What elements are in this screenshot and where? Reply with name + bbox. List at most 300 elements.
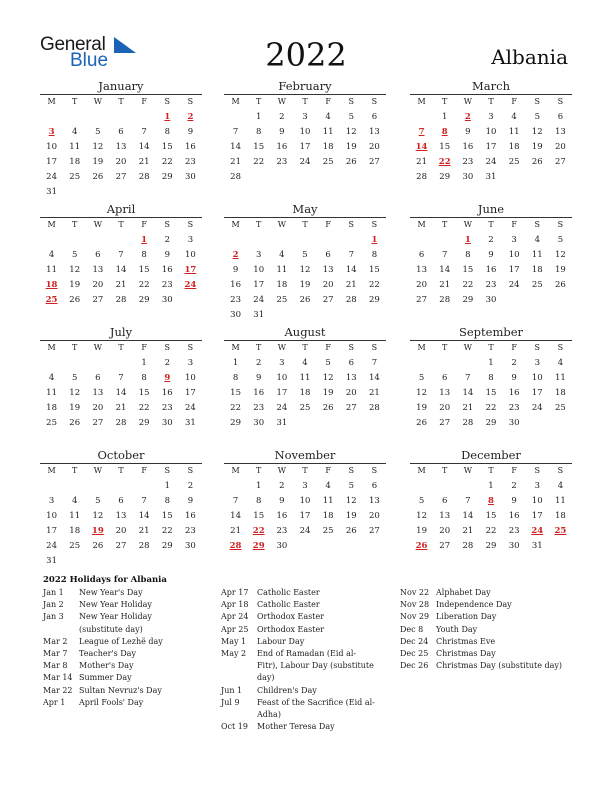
week-row — [40, 554, 202, 569]
day-cell: 7 — [141, 496, 147, 506]
day-cell: 20 — [92, 403, 104, 413]
day-cell: 11 — [46, 388, 57, 398]
holiday-date: Oct 19 — [221, 722, 248, 732]
day-cell: 8 — [488, 373, 494, 383]
day-cell: 1 — [442, 112, 448, 122]
week-row — [410, 248, 572, 263]
day-cell: 28 — [416, 172, 427, 182]
day-cell: 16 — [230, 280, 241, 290]
day-cell: 2 — [279, 481, 285, 491]
day-cell: 29 — [485, 418, 497, 428]
weekday-header: M — [231, 343, 240, 352]
day-cell: 19 — [555, 265, 566, 275]
day-cell: 23 — [230, 295, 241, 305]
week-row — [224, 386, 386, 401]
day-cell: 31 — [485, 172, 497, 182]
holiday-day-cell: 24 — [531, 526, 544, 536]
week-row — [224, 110, 386, 125]
weekday-header: W — [463, 97, 472, 106]
day-cell: 3 — [488, 112, 494, 122]
day-cell: 3 — [534, 358, 540, 368]
empty-day-cell — [340, 539, 363, 554]
day-cell: 5 — [72, 250, 78, 260]
empty-day-cell — [363, 170, 386, 185]
week-row — [224, 524, 386, 539]
day-cell: 4 — [511, 112, 517, 122]
day-cell: 7 — [118, 373, 124, 383]
holiday-day-cell: 25 — [45, 295, 58, 305]
empty-day-cell — [363, 416, 386, 431]
weekday-header: M — [231, 97, 240, 106]
empty-day-cell — [317, 539, 340, 554]
weekday-header-row — [410, 95, 572, 108]
day-cell: 9 — [232, 265, 239, 275]
day-cell: 10 — [253, 265, 265, 275]
weekday-header: W — [463, 343, 472, 352]
holiday-day-cell: 8 — [488, 496, 494, 506]
week-row — [40, 263, 202, 278]
empty-day-cell — [549, 170, 572, 185]
weekday-header: M — [47, 220, 56, 229]
day-cell: 8 — [256, 496, 262, 506]
day-cell: 15 — [485, 388, 497, 398]
weekday-header: S — [187, 343, 194, 352]
day-cell: 24 — [531, 403, 543, 413]
day-cell: 2 — [488, 235, 494, 245]
day-cell: 11 — [276, 265, 288, 275]
day-cell: 17 — [531, 388, 543, 398]
weekday-header: M — [231, 466, 240, 475]
day-cell: 3 — [279, 358, 285, 368]
day-cell: 18 — [69, 526, 81, 536]
week-row — [410, 263, 572, 278]
day-cell: 2 — [256, 358, 262, 368]
day-cell: 4 — [534, 235, 540, 245]
holiday-day-cell: 9 — [164, 373, 171, 383]
day-cell: 20 — [115, 157, 127, 167]
week-row — [40, 356, 202, 371]
week-row — [224, 479, 386, 494]
week-row — [224, 308, 386, 323]
day-cell: 10 — [46, 142, 57, 152]
day-cell: 4 — [325, 481, 331, 491]
day-cell: 17 — [485, 142, 497, 152]
empty-day-cell — [133, 185, 156, 200]
day-cell: 17 — [276, 388, 288, 398]
empty-day-cell — [456, 356, 479, 371]
day-cell: 21 — [138, 157, 150, 167]
day-cell: 1 — [256, 112, 262, 122]
holiday-day-cell: 22 — [438, 157, 451, 167]
calendar-year-title: 2022 — [265, 36, 347, 74]
day-cell: 4 — [48, 373, 55, 383]
day-cell: 7 — [232, 127, 239, 137]
day-cell: 24 — [46, 541, 57, 551]
week-row — [410, 401, 572, 416]
weekday-header: T — [72, 343, 78, 352]
day-cell: 7 — [232, 496, 239, 506]
month-august — [224, 325, 386, 431]
holiday-entry — [221, 587, 376, 599]
day-cell: 20 — [555, 142, 566, 152]
day-cell: 26 — [555, 280, 566, 290]
day-cell: 19 — [416, 403, 427, 413]
month-september — [410, 325, 572, 431]
empty-day-cell — [293, 233, 316, 248]
empty-day-cell — [270, 308, 293, 323]
week-row — [40, 479, 202, 494]
weekday-header: S — [534, 220, 541, 229]
day-cell: 6 — [348, 358, 354, 368]
day-cell: 12 — [345, 496, 357, 506]
day-cell: 24 — [508, 280, 520, 290]
day-cell: 19 — [69, 403, 81, 413]
week-row — [410, 524, 572, 539]
empty-day-cell — [317, 233, 340, 248]
week-row — [40, 401, 202, 416]
day-cell: 31 — [46, 556, 57, 566]
day-cell: 11 — [299, 373, 311, 383]
day-cell: 14 — [230, 511, 241, 521]
day-cell: 4 — [72, 496, 78, 506]
holiday-column — [400, 587, 570, 672]
weekday-header: S — [534, 97, 541, 106]
day-cell: 7 — [465, 373, 471, 383]
day-cell: 22 — [161, 526, 173, 536]
day-cell: 12 — [299, 265, 311, 275]
holiday-name: Alphabet Day — [436, 588, 491, 597]
month-october — [40, 448, 202, 569]
week-row — [224, 416, 386, 431]
holiday-date: Nov 22 — [400, 588, 430, 597]
empty-day-cell — [293, 308, 316, 323]
holiday-name: New Year Holiday — [79, 600, 152, 610]
empty-day-cell — [456, 479, 479, 494]
empty-day-cell — [179, 293, 202, 308]
holiday-date: Jun 1 — [221, 685, 243, 695]
day-cell: 23 — [508, 403, 520, 413]
day-cell: 25 — [46, 418, 57, 428]
holiday-entry — [400, 648, 570, 660]
weekday-header: F — [511, 466, 517, 475]
day-cell: 3 — [48, 496, 55, 506]
weekday-header: S — [371, 343, 378, 352]
day-cell: 26 — [322, 403, 334, 413]
week-row — [410, 509, 572, 524]
weekday-header: S — [348, 220, 355, 229]
day-cell: 29 — [138, 418, 150, 428]
day-cell: 18 — [531, 265, 543, 275]
day-cell: 28 — [345, 295, 357, 305]
weekday-header-row — [40, 341, 202, 354]
day-cell: 10 — [508, 250, 520, 260]
day-cell: 25 — [69, 541, 81, 551]
weekday-header: S — [164, 466, 171, 475]
holiday-name: End of Ramadan (Eid al-Fitr), Labour Day (substitute day) — [257, 649, 374, 683]
holiday-day-cell: 2 — [464, 112, 471, 122]
day-cell: 23 — [253, 403, 265, 413]
weekday-header: S — [164, 97, 171, 106]
day-cell: 14 — [369, 373, 380, 383]
day-cell: 15 — [439, 142, 451, 152]
day-cell: 11 — [322, 496, 334, 506]
holiday-day-cell: 3 — [48, 127, 55, 137]
month-title: November — [274, 448, 336, 462]
day-cell: 18 — [276, 280, 288, 290]
day-cell: 20 — [439, 526, 451, 536]
weekday-header: S — [557, 220, 564, 229]
empty-day-cell — [133, 110, 156, 125]
holiday-date: Dec 26 — [400, 661, 429, 671]
weekday-header: T — [118, 220, 124, 229]
day-cell: 13 — [115, 142, 127, 152]
empty-day-cell — [410, 110, 433, 125]
day-cell: 15 — [485, 511, 497, 521]
day-cell: 22 — [138, 403, 150, 413]
day-cell: 18 — [508, 142, 520, 152]
day-cell: 17 — [299, 142, 311, 152]
weekday-header: S — [348, 97, 355, 106]
day-cell: 4 — [557, 358, 564, 368]
day-cell: 24 — [253, 295, 265, 305]
day-cell: 6 — [557, 112, 564, 122]
day-cell: 6 — [442, 496, 448, 506]
day-cell: 23 — [185, 526, 196, 536]
weekday-header: F — [511, 97, 517, 106]
holiday-date: Apr 24 — [221, 612, 249, 622]
day-cell: 2 — [511, 481, 517, 491]
day-cell: 26 — [345, 526, 357, 536]
day-cell: 5 — [325, 358, 331, 368]
empty-day-cell — [363, 308, 386, 323]
holiday-day-cell: 29 — [252, 541, 265, 551]
weekday-header: S — [534, 466, 541, 475]
week-row — [410, 494, 572, 509]
day-cell: 4 — [302, 358, 308, 368]
day-cell: 18 — [69, 157, 81, 167]
week-row — [410, 386, 572, 401]
day-cell: 16 — [462, 142, 474, 152]
weekday-header: W — [463, 466, 472, 475]
empty-day-cell — [270, 233, 293, 248]
day-cell: 7 — [465, 496, 471, 506]
weekday-header: T — [72, 97, 78, 106]
day-cell: 14 — [345, 265, 357, 275]
day-cell: 23 — [485, 280, 497, 290]
day-cell: 15 — [161, 142, 173, 152]
weekday-header: W — [277, 466, 286, 475]
day-cell: 10 — [485, 127, 497, 137]
holiday-date: Apr 1 — [43, 697, 66, 707]
day-cell: 8 — [141, 373, 147, 383]
empty-day-cell — [503, 170, 526, 185]
holiday-name: Mother's Day — [79, 661, 134, 671]
week-row — [224, 155, 386, 170]
day-cell: 22 — [161, 157, 173, 167]
day-cell: 25 — [276, 295, 288, 305]
weekday-header: F — [141, 97, 147, 106]
weekday-header: S — [187, 97, 194, 106]
empty-day-cell — [549, 539, 572, 554]
holiday-entry — [400, 587, 570, 599]
holiday-date: Mar 22 — [43, 685, 73, 695]
day-cell: 28 — [138, 172, 150, 182]
day-cell: 23 — [508, 526, 520, 536]
empty-day-cell — [410, 233, 433, 248]
holiday-day-cell: 22 — [252, 526, 265, 536]
day-cell: 5 — [418, 373, 425, 383]
day-cell: 2 — [164, 235, 170, 245]
day-cell: 29 — [161, 541, 173, 551]
day-cell: 11 — [322, 127, 334, 137]
day-cell: 16 — [161, 388, 173, 398]
day-cell: 5 — [348, 112, 354, 122]
week-row — [224, 509, 386, 524]
day-cell: 21 — [439, 280, 451, 290]
day-cell: 6 — [95, 250, 101, 260]
week-row — [224, 248, 386, 263]
day-cell: 28 — [462, 418, 474, 428]
month-july — [40, 325, 202, 431]
week-row — [224, 170, 386, 185]
weekday-header: S — [371, 220, 378, 229]
empty-day-cell — [63, 110, 86, 125]
weekday-header: S — [164, 343, 171, 352]
day-cell: 12 — [531, 127, 543, 137]
holiday-day-cell: 1 — [464, 235, 471, 245]
weekday-header-row — [410, 341, 572, 354]
empty-day-cell — [317, 308, 340, 323]
day-cell: 26 — [69, 295, 81, 305]
week-row — [410, 293, 572, 308]
empty-day-cell — [433, 356, 456, 371]
week-row — [40, 293, 202, 308]
day-cell: 9 — [256, 373, 262, 383]
day-cell: 21 — [230, 526, 241, 536]
day-cell: 4 — [48, 250, 55, 260]
week-row — [40, 386, 202, 401]
day-cell: 28 — [230, 172, 241, 182]
day-cell: 8 — [232, 373, 239, 383]
day-cell: 16 — [485, 265, 497, 275]
day-cell: 1 — [256, 481, 262, 491]
week-row — [224, 494, 386, 509]
weekday-header: T — [118, 343, 124, 352]
week-row — [410, 110, 572, 125]
weekday-header: S — [164, 220, 171, 229]
weekday-header: T — [302, 343, 308, 352]
weekday-header-row — [224, 218, 386, 231]
day-cell: 6 — [418, 250, 425, 260]
day-cell: 20 — [369, 511, 380, 521]
weekday-header: F — [141, 466, 147, 475]
day-cell: 15 — [369, 265, 380, 275]
day-cell: 13 — [322, 265, 334, 275]
weekday-header: M — [417, 220, 426, 229]
weekday-header: T — [488, 97, 494, 106]
month-may — [224, 202, 386, 323]
holiday-date: Jan 1 — [43, 588, 64, 597]
empty-day-cell — [156, 554, 179, 569]
day-cell: 27 — [92, 295, 104, 305]
day-cell: 4 — [557, 481, 564, 491]
day-cell: 29 — [439, 172, 451, 182]
month-march — [410, 79, 572, 185]
empty-day-cell — [133, 479, 156, 494]
weekday-header-row — [410, 464, 572, 477]
day-cell: 20 — [322, 280, 334, 290]
day-cell: 14 — [115, 388, 127, 398]
day-cell: 23 — [185, 157, 196, 167]
empty-day-cell — [410, 479, 433, 494]
empty-day-cell — [410, 356, 433, 371]
day-cell: 2 — [511, 358, 517, 368]
empty-day-cell — [317, 416, 340, 431]
empty-day-cell — [86, 479, 109, 494]
empty-day-cell — [363, 539, 386, 554]
holiday-name: Sultan Nevruz's Day — [79, 685, 162, 695]
weekday-header: S — [557, 97, 564, 106]
day-cell: 17 — [299, 511, 311, 521]
empty-day-cell — [549, 416, 572, 431]
holiday-date: Mar 7 — [43, 649, 68, 659]
holiday-day-cell: 25 — [554, 526, 567, 536]
day-cell: 5 — [72, 373, 78, 383]
day-cell: 28 — [138, 541, 150, 551]
weekday-header: S — [534, 343, 541, 352]
weekday-header: F — [511, 343, 517, 352]
month-april — [40, 202, 202, 308]
month-december — [410, 448, 572, 554]
day-cell: 6 — [95, 373, 101, 383]
weekday-header: W — [93, 466, 102, 475]
holiday-name: Catholic Easter — [257, 600, 320, 610]
week-row — [410, 479, 572, 494]
day-cell: 27 — [416, 295, 427, 305]
holiday-day-cell: 2 — [187, 112, 194, 122]
week-row — [40, 110, 202, 125]
week-row — [40, 155, 202, 170]
month-title: March — [472, 79, 510, 93]
week-row — [410, 170, 572, 185]
day-cell: 15 — [230, 388, 241, 398]
logo-word-general: General — [40, 34, 106, 55]
empty-day-cell — [40, 233, 63, 248]
empty-day-cell — [526, 416, 549, 431]
day-cell: 29 — [138, 295, 150, 305]
week-row — [224, 278, 386, 293]
day-cell: 28 — [462, 541, 474, 551]
day-cell: 25 — [555, 403, 566, 413]
weekday-header: T — [256, 97, 262, 106]
weekday-header: T — [302, 466, 308, 475]
day-cell: 8 — [371, 250, 378, 260]
weekday-header: T — [256, 343, 262, 352]
holiday-day-cell: 14 — [415, 142, 428, 152]
weekday-header: M — [417, 466, 426, 475]
holiday-entry — [221, 721, 376, 733]
holiday-entry — [43, 611, 195, 635]
day-cell: 21 — [230, 157, 241, 167]
holiday-day-cell: 28 — [229, 541, 242, 551]
day-cell: 16 — [253, 388, 265, 398]
weekday-header: T — [442, 466, 448, 475]
empty-day-cell — [133, 554, 156, 569]
weekday-header: T — [442, 343, 448, 352]
empty-day-cell — [433, 479, 456, 494]
weekday-header: W — [277, 343, 286, 352]
day-cell: 1 — [141, 358, 147, 368]
